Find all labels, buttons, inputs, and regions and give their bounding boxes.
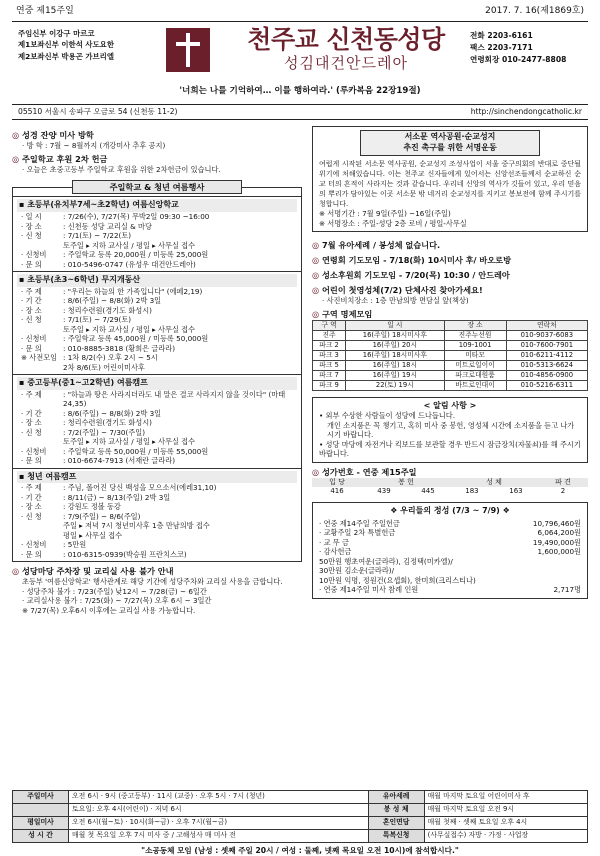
table-cell: 22(토) 19시 [346,380,444,390]
schedule-cell: 토요일: 오후 4시(어린이) · 저녁 6시 [69,804,369,817]
info-row [17,531,297,541]
info-key: · 문 의 [21,549,42,559]
info-row [17,437,297,447]
offering-title: ❖ 우리들의 정성 (7/3 ~ 7/9) ❖ [390,506,510,516]
info-key: · 문 의 [21,456,42,466]
info-key: · 신 청 [21,315,42,325]
table-cell: 010-4856-0900 [506,370,587,380]
info-value: : 청리수련원(경기도 화성시) [63,305,152,315]
info-key: · 주 제 [21,286,42,296]
offering-row: · 교 무 금 19,490,000원 [319,537,581,547]
petition-place: ※ 서명장소 : 주일-성당 2층 로비 / 평일-사무실 [319,218,467,228]
info-value: : 주일학교 등록 50,000원 / 미등록 55,000원 [63,446,209,456]
info-value: : 주일학교 등록 20,000원 / 미등록 25,000원 [63,250,209,260]
schedule-section [12,790,588,856]
content-columns [12,126,588,615]
vocation-prayer-notice: ◎ 성소후원회 기도모임 - 7/20(목) 10:30 / 안드레아 [312,269,510,280]
camp-elementary: ▪ 초등부(초3~6학년) 무지개동산 · 주 제 : "우리는 하늘의 한 가족입니다" (에페2,19) · 기 간 : 8/6(주일) ~ 8/8(화) 2박 3일 · 장 소 : 청리수련원(경기도 화성시) · 신 청 : 7/1(토) ~ 7/29(토) 토주일 ▸ 지하 교사실 / 평일 ▸ 사무실 접수 · 신청비 : 주일학교 등록 45,000원 / 미등록 50,000원 · 문 의 : 010-8885-3818 (황희은 글라라) ※ 사전모임 : 1차 8/2(수) 오후 2시 ~ 5시 2차 8/6(토) 어린이미사후 [13,271,301,374]
postal-address: 05510 서울시 송파구 오금로 54 (신천동 11-2) [18,107,178,116]
footer-message: "소공동체 모임 (남성 : 셋째 주일 20시 / 여성 : 둘째, 넷째 목요일 오전 10시)에 참석합시다." [141,846,459,855]
parish-title [222,26,470,72]
table-header-row: 구 역 일 시 장 소 연락처 [313,320,588,330]
info-value: 평일 ▸ 사무실 접수 [63,530,123,540]
schedule-cell: 매월 마지막 토요일 오전 9시 [424,804,587,817]
info-key: · 장 소 [21,418,42,428]
mass-schedule-table [12,790,588,843]
info-value: : 8/6(주일) ~ 8/8(화) 2박 3일 [63,408,162,418]
parking-notice-title: ◎ 성당마당 주차장 및 교리실 사용 불가 안내 [12,566,174,577]
info-value: : 7/1(토) ~ 7/29(토) [63,315,132,325]
notice-box [312,397,588,463]
info-key [17,325,63,335]
table-cell: 바트로인대이 [444,380,506,390]
table-cell: 16(주일) 20시 [346,340,444,350]
info-value: : 7/2(주일) ~ 7/30(주일) [63,427,145,437]
info-row [17,521,297,531]
info-key: · 문 의 [21,343,42,353]
table-cell: 16(주일) 18시 [346,360,444,370]
info-key: · 신청비 [21,250,47,260]
info-key: · 신청비 [21,540,47,550]
info-key: · 장 소 [21,502,42,512]
website-link[interactable]: http://sinchendongcatholic.kr [470,107,582,116]
schedule-cell: 오전 6시 · 9시 (중고등부) · 11시 (교중) · 오후 5시 · 7시 (청년) [69,791,369,804]
communion-photo-title: ◎ 어린이 첫영성체(7/2) 단체사진 찾아가세요! [312,284,483,295]
table-row [313,350,588,360]
info-row [17,344,297,354]
camp-kids: ▪ 초등부(유치부7세~초2학년) 여름신앙학교 · 일 시 : 7/26(수), 7/27(목) 무박2일 09:30 ~16:00 · 장 소 : 신천동 성당 교리실 & 마당 · 신 청 : 7/1(토) ~ 7/22(토) 토주일 ▸ 지하 교사실 / 평일 ▸ 사무실 접수 · 신청비 : 주일학교 등록 20,000원 / 미등록 25,000원 · 문 의 : 010-5496-0747 (유성우 대건안드레아) [13,196,301,271]
info-value: 토주일 ▸ 지하 교사실 / 평일 ▸ 사무실 접수 [63,437,196,447]
summer-events-box [12,181,302,563]
district-meeting-title: ◎ 구역 명제모임 [312,309,373,320]
info-key: · 장 소 [21,305,42,315]
baptism-notice: ◎ 7월 유아세례 / 봉성체 없습니다. [312,240,441,251]
phone: 전화 2203-6161 [470,31,533,40]
info-value: : "하늘과 땅은 사라지더라도 내 말은 결코 사라지지 않을 것이다" (마태24,35) [63,389,286,409]
table-cell: 010-7600-7901 [506,340,587,350]
info-row [17,540,297,550]
info-row [17,390,297,409]
info-key: · 기 간 [21,408,42,418]
table-cell: 파크 3 [313,350,346,360]
info-value: : 1차 8/2(수) 오후 2시 ~ 5시 [63,353,158,363]
clergy-assistant-1: 제1보좌신부 이한석 사도요한 [18,40,114,50]
info-row [17,483,297,493]
funeral-prayer-notice: ◎ 연령회 기도모임 - 7/18(화) 10시미사 후/ 바오로방 [312,255,511,266]
schedule-row [13,791,588,804]
table-cell: 미트로일이이 [444,360,506,370]
info-value: : 8/11(금) ~ 8/13(주일) 2박 3일 [63,492,171,502]
fax: 팩스 2203-7171 [470,43,533,53]
schedule-cell: 주일미사 [13,791,69,804]
schedule-cell: 성 시 간 [13,830,69,843]
table-cell: 010-9037-6083 [506,330,587,340]
info-row [17,241,297,251]
address-bar [12,104,588,120]
donor-line-2: 30만원 김소운(글라라)/ [319,566,395,576]
masthead [12,26,588,84]
info-row [17,334,297,344]
info-row [17,325,297,335]
info-value: : 010-5496-0747 (유성우 대건안드레아) [63,259,196,269]
info-value: : 주일학교 등록 45,000원 / 미등록 50,000원 [63,334,209,344]
info-key: · 일 시 [21,212,42,222]
schedule-cell: 유아세례 [368,791,424,804]
info-key [17,531,63,541]
table-row [313,370,588,380]
info-key: · 신 청 [21,231,42,241]
notice-line-2: 개인 소지품은 꼭 챙기고, 혹히 미사 중 봉헌, 영성체 시간에 소지품을 듣고 나가시기 바랍니다. [327,420,575,440]
info-row [17,502,297,512]
info-value: 주일 ▸ 저녁 7시 청년미사후 1층 만남의방 접수 [63,521,210,531]
petition-box [312,126,588,232]
communion-photo-line: · 사진비치장소 : 1층 만남의방 면담실 앞(책상) [322,295,469,305]
info-row [17,222,297,232]
table-row [313,340,588,350]
info-value: : 010-6674-7913 (서재란 글라라) [63,456,176,466]
info-value: : 주님, 폴어진 당신 백성을 모으소서(에레31,10) [63,483,217,493]
table-cell: 파크 7 [313,370,346,380]
info-key: · 주 제 [21,389,42,399]
info-key: · 신 청 [21,511,42,521]
info-row [17,447,297,457]
petition-title: 서소문 역사공원·순교성지 추진 촉구를 위한 서명운동 [360,130,540,156]
summer-events-title: 주일학교 & 청년 여름행사 [72,180,242,195]
donor-line-3: 10만원 익명, 정원건(요셉회), 한미희(크리스티나) [319,575,476,585]
info-value: : 신천동 성당 교리실 & 마당 [63,221,152,231]
info-row [17,287,297,297]
parking-line-1: 초등부 '여름신앙학교' 행사관계로 해당 기간에 성당주차와 교리실 사용을 금합니다. [22,577,283,586]
table-cell: 진주 [313,330,346,340]
info-value: : 7/9(주일) ~ 8/6(주일) [63,511,141,521]
info-key [17,521,63,531]
table-cell: 010-6211-4112 [506,350,587,360]
info-key: · 문 의 [21,259,42,269]
table-cell: 진주누선원 [444,330,506,340]
info-row [17,363,297,373]
schedule-row [13,817,588,830]
info-row [17,306,297,316]
funeral-contact: 연령회장 010-2477-8808 [470,55,567,65]
info-value: : 010-8885-3818 (황희은 글라라) [63,343,176,353]
notice-title: < 알림 사항 > [423,400,477,410]
petition-body: 여럽게 시작된 서소문 역사공원, 순교성지 조성사업이 서울 중구의회의 반대로 중단될 위기에 처해있습니다. 이는 천주교 신자들에게 있어서는 신앙선조들께서 순교하신 순교 터의 흔적이 사라지는 것과 같습니다. 우리네 신앙의 역사가 깃들어 있고, 우리 믿음의 뿌리가 담아있는 이곳 서소문 밖 네거리 순교성지를 지키고 봉보전에 함께 주시기를 청합니다. [319,159,581,209]
info-key: · 신 청 [21,427,42,437]
camp-youth: ▪ 중고등부(중1~고2학년) 여름캠프 · 주 제 : "하늘과 땅은 사라지더라도 내 말은 결코 사라지지 않을 것이다" (마태24,35) · 기 간 : 8/6(주일) ~ 8/8(화) 2박 3일 · 장 소 : 청리수련원(경기도 화성시) · 신 청 : 7/2(주일) ~ 7/30(주일) 토주일 ▸ 지하 교사실 / 평일 ▸ 사무실 접수 · 신청비 : 주일학교 등록 50,000원 / 미등록 55,000원 · 문 의 : 010-6674-7913 (서재란 글라라) [13,374,301,468]
parking-line-2: · 성당주차 불가 : 7/23(주일) 낮12시 ~ 7/28(금) ~ 6일간 [22,586,207,596]
camp-young-adult: ▪ 청년 여름캠프 · 주 제 : 주님, 폴어진 당신 백성을 모으소서(에레31,10) · 기 간 : 8/11(금) ~ 8/13(주일) 2박 3일 · 장 소 : 강원도 정볼 동강 · 신 청 : 7/9(주일) ~ 8/6(주일) 주일 ▸ 저녁 7시 청년미사후 1층 만남의방 접수 평일 ▸ 사무실 접수 · 신청비 : 5만원 · 문 의 : 010-6315-0939(박승원 프란치스코) [13,468,301,562]
info-key: ※ 사전모임 [21,353,58,363]
clergy-assistant-2: 제2보좌신부 박용곤 가브리엘 [18,51,114,61]
schedule-cell [13,804,69,817]
info-key: · 기 간 [21,296,42,306]
offering-row: · 감사헌금 1,600,000원 [319,547,581,557]
petition-period: ※ 서명기간 : 7월 9일(주일) ~16일(주일) [319,209,451,219]
table-row [313,380,588,390]
info-key: · 기 간 [21,492,42,502]
info-key: · 신청비 [21,446,47,456]
scripture-quote: '너희는 나를 기억하여… 이를 행하여라.' (루카복음 22장19절) [179,86,421,96]
schedule-cell: 특복신청 [368,830,424,843]
schedule-cell: 매월 마지막 토요일 어린이미사 후 [424,791,587,804]
schedule-cell: 매월 첫 목요일 오후 7시 미사 중 / 고해성사 매 미사 전 [69,830,369,843]
parking-line-4: ※ 7/27(목) 오후6시 이후에는 교리실 사용 가능합니다. [22,605,196,615]
schedule-row [13,804,588,817]
offering-row: · 연중 제14주일 주일헌금 10,796,460원 [319,518,581,528]
table-cell: 010-5216-6311 [506,380,587,390]
schedule-cell: 봉 성 체 [368,804,424,817]
info-row [17,212,297,222]
issue-week: 연중 제15주일 [16,6,74,16]
parking-line-3: · 교리실사용 불가 : 7/25(화) ~ 7/27(목) 오후 6시 ~ 3일간 [22,596,212,605]
table-cell: 010-5313-6624 [506,360,587,370]
district-meeting-table [312,320,588,391]
info-value: : 010-6315-0939(박승원 프란치스코) [63,549,187,559]
bible-choir-title: ◎ 성경 잔양 미사 방학 [12,130,94,140]
clergy-list [12,26,160,62]
cross-logo-icon [166,28,210,72]
issue-date: 2017. 7. 16(제1869호) [485,6,584,16]
schedule-cell: (사무실접수) 자방 · 가정 · 사업장 [424,830,587,843]
schedule-cell: 매월 첫째 · 셋째 토요일 오후 4시 [424,817,587,830]
info-key: · 신청비 [21,334,47,344]
info-key [17,437,63,447]
school-offering-line: · 오늘은 초중고등부 주일학교 후원을 위한 2차헌금이 있습니다. [22,165,221,175]
info-key [17,363,63,373]
info-value: : 7/1(토) ~ 7/22(토) [63,231,132,241]
contact-list [470,26,588,66]
info-value: 토주일 ▸ 지하 교사실 / 평일 ▸ 사무실 접수 [63,324,196,334]
info-value: : 청리수련원(경기도 화성시) [63,418,152,428]
info-row [17,296,297,306]
hymn-title: ◎ 성가번호 - 연중 제15주일 [312,466,417,477]
table-cell: 미타모 [444,350,506,360]
parish-name: 천주교 신천동성당 [247,25,445,54]
info-key: · 장 소 [21,221,42,231]
top-bar [12,6,588,22]
info-row [17,409,297,419]
info-row [17,456,297,466]
info-row [17,512,297,522]
left-column [12,126,302,615]
info-row [17,353,297,363]
table-cell: 파크 9 [313,380,346,390]
offering-row: · 교황주일 2차 특별헌금 6,064,200원 [319,528,581,538]
info-row [17,550,297,560]
bible-choir-line: · 방 학 : 7월 ~ 8월까지 (개강미사 추후 공지) [22,140,166,150]
info-row [17,418,297,428]
schedule-cell: 혼인면담 [368,817,424,830]
info-value: : 강원도 정볼 동강 [63,502,121,512]
info-value: : "우리는 하늘의 한 가족입니다" (에페2,19) [63,286,203,296]
info-row [17,231,297,241]
table-cell: 16(주일) 19시 [346,370,444,380]
info-key [17,241,63,251]
table-cell: 109-1001 [444,340,506,350]
notice-line-3: • 성당 마당에 자전거나 킥보드를 보관할 경우 반드시 잠금장치(자물쇠)를 해 주시기 바랍니다. [319,439,581,459]
info-value: : 8/6(주일) ~ 8/8(화) 2박 3일 [63,296,162,306]
schedule-cell: 오전 6시(월~토) · 10시(화~금) · 오후 7시(월~금) [69,817,369,830]
table-cell: 16(주일) 18시미사후 [346,350,444,360]
info-value: : 7/26(수), 7/27(목) 무박2일 09:30 ~16:00 [63,212,210,222]
table-cell: 16(주일) 18시미사후 [346,330,444,340]
right-column [312,126,588,615]
table-cell: 파크 5 [313,360,346,370]
clergy-pastor: 주임신부 이강구 마르코 [18,29,95,38]
info-row [17,250,297,260]
parish-patron: 성김대건안드레아 [284,53,408,72]
info-value: 토주일 ▸ 지하 교사실 / 평일 ▸ 사무실 접수 [63,240,196,250]
notice-line-1: • 외부 수상한 사람들이 성당에 드나듭니다. [319,411,455,421]
attendance-row: · 연중 제14주일 미사 참례 인원 2,717명 [319,585,581,595]
table-cell: 파크로대원룸 [444,370,506,380]
info-row [17,260,297,270]
hymn-table: 입 당 봉 헌 성 체 파 견 416 439 445 183 163 2 [312,478,588,496]
info-value: : 5만원 [63,540,87,550]
info-row [17,493,297,503]
table-row [313,330,588,340]
schedule-cell: 평일미사 [13,817,69,830]
table-row [313,360,588,370]
offering-box [312,502,588,599]
school-offering-title: ◎ 주일학교 후원 2차 헌금 [12,154,108,165]
table-cell: 파크 2 [313,340,346,350]
info-row [17,315,297,325]
donor-line-1: 50만원 행초여운(글라라), 김정택(미카엘)/ [319,556,453,566]
info-key: · 주 제 [21,483,42,493]
schedule-row [13,830,588,843]
info-value: 2차 8/6(토) 어린이미사후 [63,362,145,372]
info-row [17,428,297,438]
